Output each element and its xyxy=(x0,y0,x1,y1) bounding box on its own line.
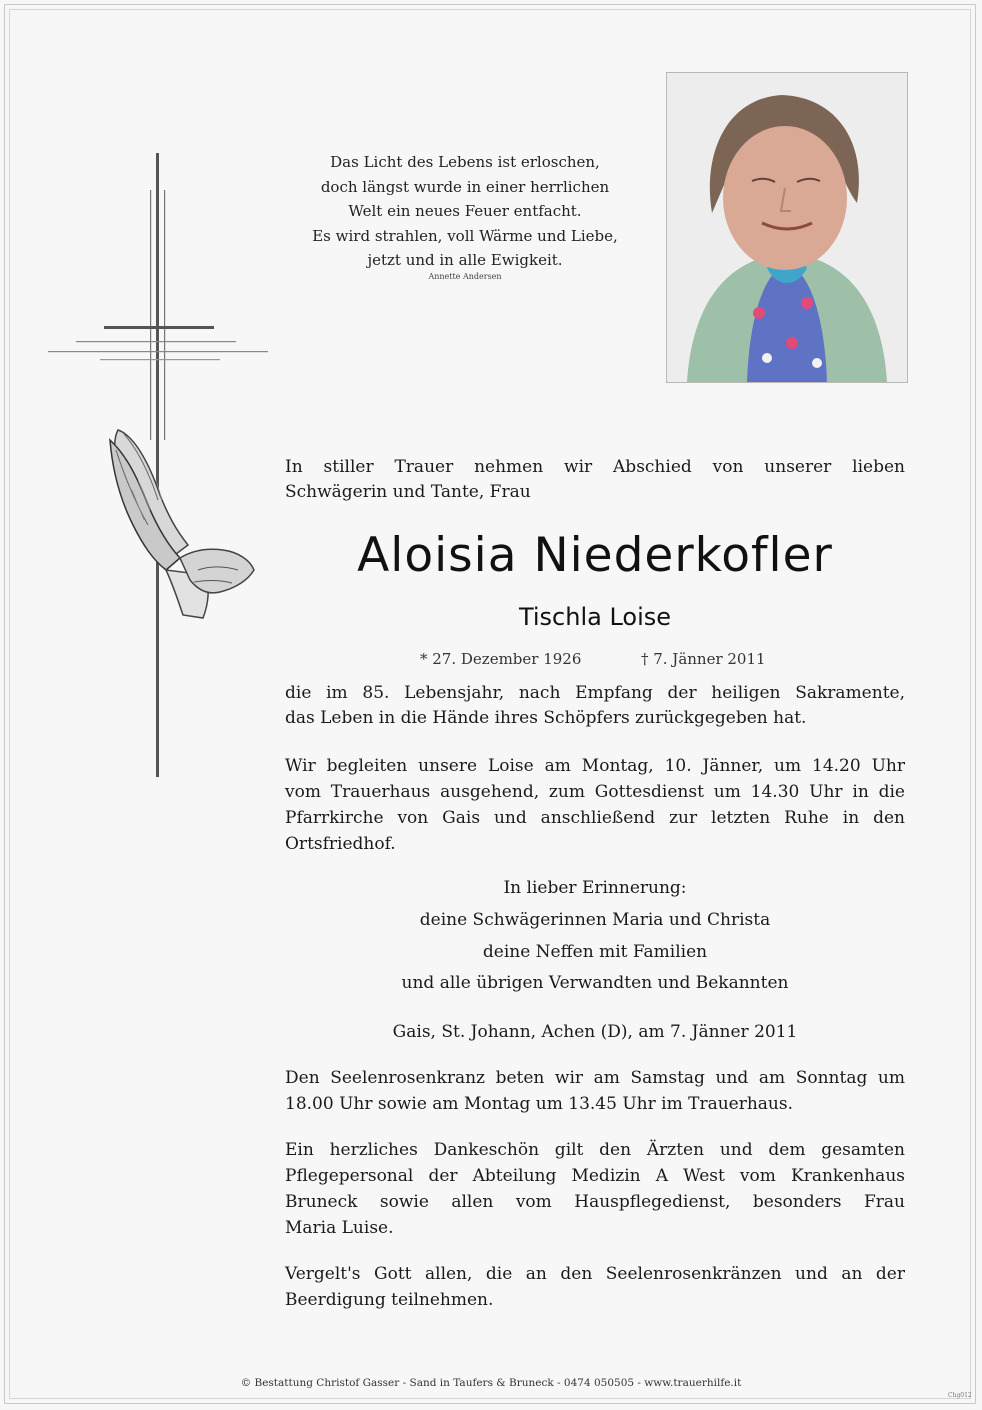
portrait-icon xyxy=(667,73,907,382)
verse-line: Es wird strahlen, voll Wärme und Liebe, xyxy=(312,226,618,245)
closing-line-1: Vergelt's Gott allen, die an den Seelenrosenkränzen und an der xyxy=(285,1264,905,1284)
funeral-line-1: Wir begleiten unsere Loise am Montag, 10. Jänner, um 14.20 Uhr xyxy=(285,756,905,776)
intro-line-2: Schwägerin und Tante, Frau xyxy=(285,482,531,502)
birth-date: * 27. Dezember 1926 xyxy=(420,650,582,668)
mourners-line-1: deine Schwägerinnen Maria und Christa xyxy=(419,910,771,930)
verse-line: Welt ein neues Feuer entfacht. xyxy=(348,202,582,220)
thanks-line-3: Bruneck sowie allen vom Hauspflegedienst, besonders Frau xyxy=(285,1192,905,1212)
funeral-line-2: vom Trauerhaus ausgehend, zum Gottesdienst um 14.30 Uhr in die xyxy=(285,782,905,802)
closing-line-2: Beerdigung teilnehmen. xyxy=(285,1290,494,1310)
place-date: Gais, St. Johann, Achen (D), am 7. Jänner 2011 xyxy=(392,1022,798,1042)
thanks-line-2: Pflegepersonal der Abteilung Medizin A West vom Krankenhaus xyxy=(285,1166,905,1186)
thanks-line-4: Maria Luise. xyxy=(285,1218,394,1238)
rosary-line-1: Den Seelenrosenkranz beten wir am Samstag und am Sonntag um xyxy=(285,1068,905,1088)
rosary-line-2: 18.00 Uhr sowie am Montag um 13.45 Uhr im Trauerhaus. xyxy=(285,1094,793,1114)
verse-author: Annette Andersen xyxy=(428,272,502,281)
mourners-line-3: und alle übrigen Verwandten und Bekannten xyxy=(401,973,789,993)
passing-line-2: das Leben in die Hände ihres Schöpfers zurückgegeben hat. xyxy=(285,708,807,728)
funeral-line-3: Pfarrkirche von Gais und anschließend zur letzten Ruhe in den xyxy=(285,808,905,828)
deceased-nickname: Tischla Loise xyxy=(518,603,672,631)
footer-credit: © Bestattung Christof Gasser - Sand in Taufers & Bruneck - 0474 050505 - www.trauerhilfe.it xyxy=(240,1377,742,1389)
deceased-name: Aloisia Niederkofler xyxy=(357,528,833,583)
funeral-line-4: Ortsfriedhof. xyxy=(285,834,396,854)
mourners-line-2: deine Neffen mit Familien xyxy=(482,942,708,962)
corner-code: Chg012 xyxy=(948,1392,972,1399)
memorial-verse xyxy=(285,150,645,273)
thanks-line-1: Ein herzliches Dankeschön gilt den Ärzten und dem gesamten xyxy=(285,1140,905,1160)
verse-line: jetzt und in alle Ewigkeit. xyxy=(367,251,563,269)
life-dates xyxy=(420,650,766,668)
passing-line-1: die im 85. Lebensjahr, nach Empfang der heiligen Sakramente, xyxy=(285,683,905,703)
mourners-heading: In lieber Erinnerung: xyxy=(503,878,687,898)
death-date: † 7. Jänner 2011 xyxy=(640,650,766,668)
verse-line: Das Licht des Lebens ist erloschen, xyxy=(330,153,600,171)
verse-line: doch längst wurde in einer herrlichen xyxy=(320,177,610,196)
praying-hands-icon xyxy=(98,420,258,625)
intro-line-1: In stiller Trauer nehmen wir Abschied von unserer lieben xyxy=(285,457,905,477)
portrait-photo xyxy=(666,72,908,383)
